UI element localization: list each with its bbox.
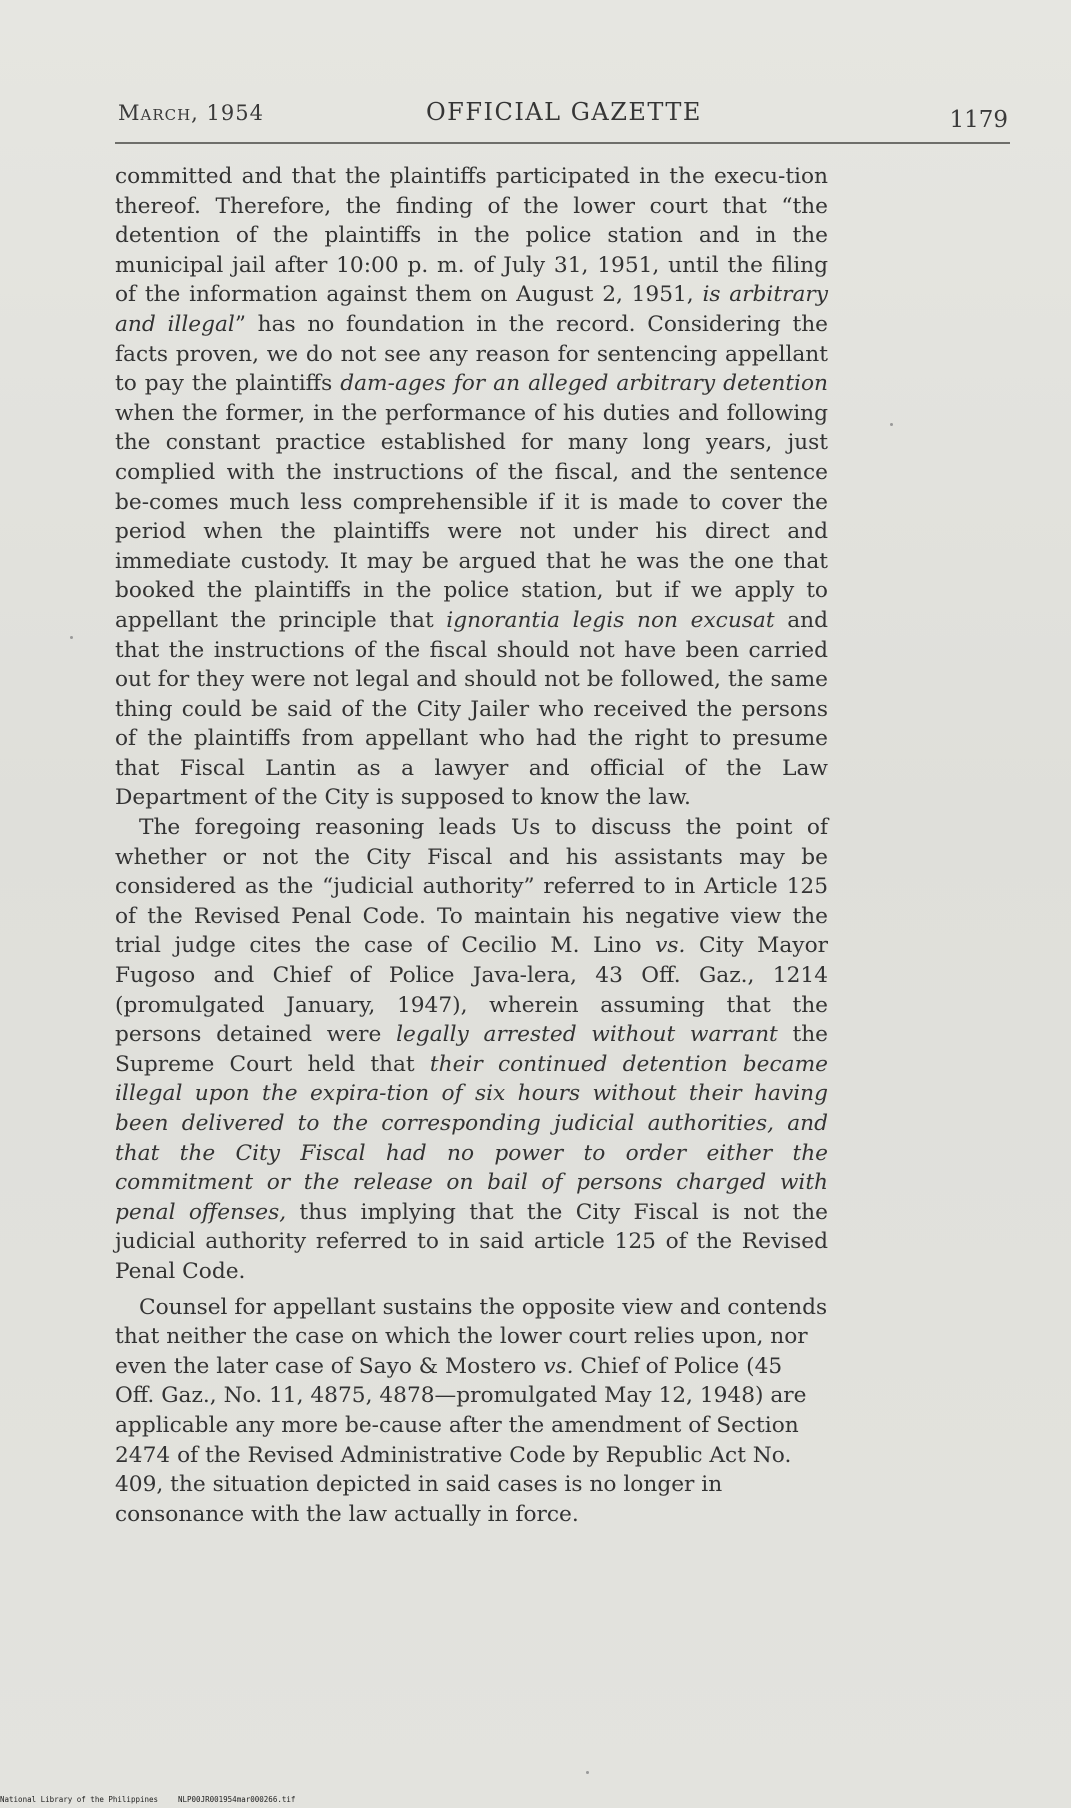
scan-footer (0, 1795, 296, 1804)
body-text (115, 162, 828, 1529)
scan-speck (890, 423, 893, 426)
footer-filename: NLP00JR001954mar000266.tif (178, 1795, 296, 1804)
page-number: 1179 (949, 107, 1008, 133)
page-header (118, 95, 1010, 135)
header-title: OFFICIAL GAZETTE (426, 98, 702, 126)
scan-speck (70, 636, 73, 639)
paragraph-1: committed and that the plaintiffs participated in the execu-tion thereof. Therefore, the finding of the lower court that “the detention of the plaintiffs in the police station and in the municipal jail after 10:00 p. m. of July 31, 1951, until the filing of the information against them on August 2, 1951, is arbitrary and illegal” has no foundation in the record. Considering the facts proven, we do not see any reason for sentencing appellant to pay the plaintiffs dam-ages for an alleged arbitrary detention when the former, in the performance of his duties and following the constant practice established for many long years, just complied with the instructions of the fiscal, and the sentence be-comes much less comprehensible if it is made to cover the period when the plaintiffs were not under his direct and immediate custody. It may be argued that he was the one that booked the plaintiffs in the police station, but if we apply to appellant the principle that ignorantia legis non excusat and that the instructions of the fiscal should not have been carried out for they were not legal and should not be followed, the same thing could be said of the City Jailer who received the persons of the plaintiffs from appellant who had the right to presume that Fiscal Lantin as a lawyer and official of the Law Department of the City is supposed to know the law. (115, 164, 829, 811)
header-date: March, 1954 (118, 101, 264, 125)
scan-speck (586, 1771, 589, 1774)
paragraph-3: Counsel for appellant sustains the opposite view and contends that neither the case on which the lower court relies upon, nor even the later case of Sayo & Mostero vs. Chief of Police (45 Off. Gaz., No. 11, 4875, 4878—promulgated May 12, 1948) are applicable any more be-cause after the amendment of Section 2474 of the Revised Administrative Code by Republic Act No. 409, the situation depicted in said cases is no longer in consonance with the law actually in force. (115, 1294, 828, 1527)
paragraph-2: The foregoing reasoning leads Us to discuss the point of whether or not the City Fiscal and his assistants may be considered as the “judicial authority” referred to in Article 125 of the Revised Penal Code. To maintain his negative view the trial judge cites the case of Cecilio M. Lino vs. City Mayor Fugoso and Chief of Police Java-lera, 43 Off. Gaz., 1214 (promulgated January, 1947), wherein assuming that the persons detained were legally arrested without warrant the Supreme Court held that their continued detention became illegal upon the expira-tion of six hours without their having been delivered to the corresponding judicial authorities, and that the City Fiscal had no power to order either the commitment or the release on bail of persons charged with penal offenses, thus implying that the City Fiscal is not the judicial authority referred to in said article 125 of the Revised Penal Code. (115, 815, 828, 1284)
footer-library: National Library of the Philippines (0, 1795, 159, 1804)
header-rule (115, 142, 1010, 144)
